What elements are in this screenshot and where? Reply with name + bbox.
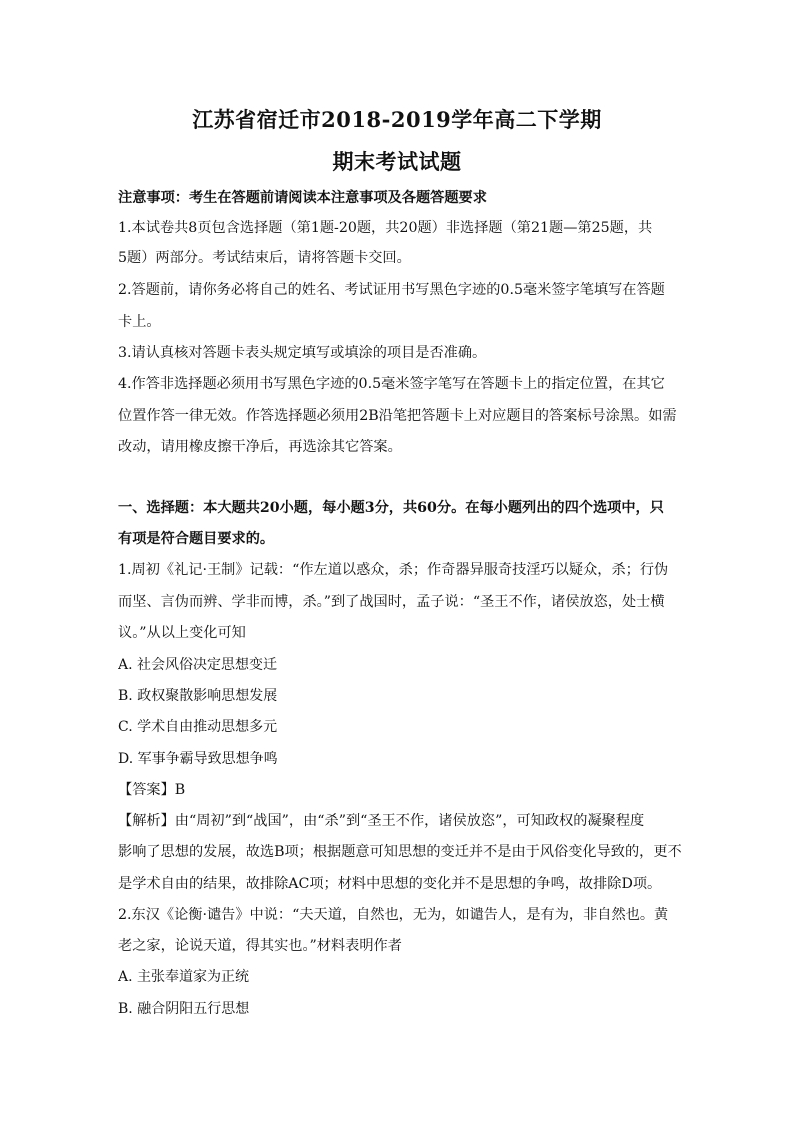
question-1-analysis: 影响了思想的发展，故选B项；根据题意可知思想的变迁并不是由于风俗变化导致的，更不 xyxy=(118,844,682,860)
question-2-option-b: B. 融合阴阳五行思想 xyxy=(118,1001,250,1017)
notice-line: 卡上。 xyxy=(118,314,161,330)
section-heading: 有项是符合题目要求的。 xyxy=(118,531,275,547)
question-2-option-a: A. 主张奉道家为正统 xyxy=(118,969,250,985)
document-subtitle: 期末考试试题 xyxy=(332,149,462,174)
question-1-option-d: D. 军事争霸导致思想争鸣 xyxy=(118,751,278,767)
notice-line: 5题）两部分。考试结束后，请将答题卡交回。 xyxy=(118,250,411,266)
section-heading: 一、选择题：本大题共20小题，每小题3分，共60分。在每小题列出的四个选项中，只 xyxy=(118,500,664,516)
question-1-analysis: 是学术自由的结果，故排除AC项；材料中思想的变化并不是思想的争鸣，故排除D项。 xyxy=(118,876,662,892)
question-1-stem: 1.周初《礼记·王制》记载：“作左道以惑众，杀；作奇器异服奇技淫巧以疑众，杀；行伪 xyxy=(118,562,669,578)
question-1-option-a: A. 社会风俗决定思想变迁 xyxy=(118,657,278,673)
question-2-stem: 老之家，论说天道，得其实也。”材料表明作者 xyxy=(118,938,402,954)
notice-heading: 注意事项：考生在答题前请阅读本注意事项及各题答题要求 xyxy=(118,190,487,206)
notice-line: 改动，请用橡皮擦干净后，再选涂其它答案。 xyxy=(118,439,402,455)
notice-line: 4.作答非选择题必须用书写黑色字迹的0.5毫米签字笔写在答题卡上的指定位置，在其它 xyxy=(118,376,665,392)
question-1-analysis: 【解析】由“周初”到“战国”，由“杀”到“圣王不作，诸侯放恣”，可知政权的凝聚程度 xyxy=(118,813,645,829)
question-1-stem: 而坚、言伪而辨、学非而博，杀。”到了战国时，孟子说：“圣王不作，诸侯放恣，处士横 xyxy=(118,594,665,610)
notice-line: 1.本试卷共8页包含选择题（第1题-20题，共20题）非选择题（第21题—第25题，共 xyxy=(118,220,653,236)
question-1-option-c: C. 学术自由推动思想多元 xyxy=(118,719,278,735)
question-1-stem: 议。”从以上变化可知 xyxy=(118,625,246,641)
document-title: 江苏省宿迁市2018-2019学年高二下学期 xyxy=(192,107,602,132)
notice-line: 3.请认真核对答题卡表头规定填写或填涂的项目是否准确。 xyxy=(118,345,487,361)
notice-line: 位置作答一律无效。作答选择题必须用2B沿笔把答题卡上对应题目的答案标号涂黑。如需 xyxy=(118,408,677,424)
question-1-option-b: B. 政权聚散影响思想发展 xyxy=(118,688,278,704)
notice-line: 2.答题前，请你务必将自己的姓名、考试证用书写黑色字迹的0.5毫米签字笔填写在答题 xyxy=(118,282,665,298)
question-1-answer: 【答案】B xyxy=(118,782,186,798)
question-2-stem: 2.东汉《论衡·谴告》中说：“夫天道，自然也，无为，如谴告人，是有为，非自然也。黄 xyxy=(118,907,669,923)
